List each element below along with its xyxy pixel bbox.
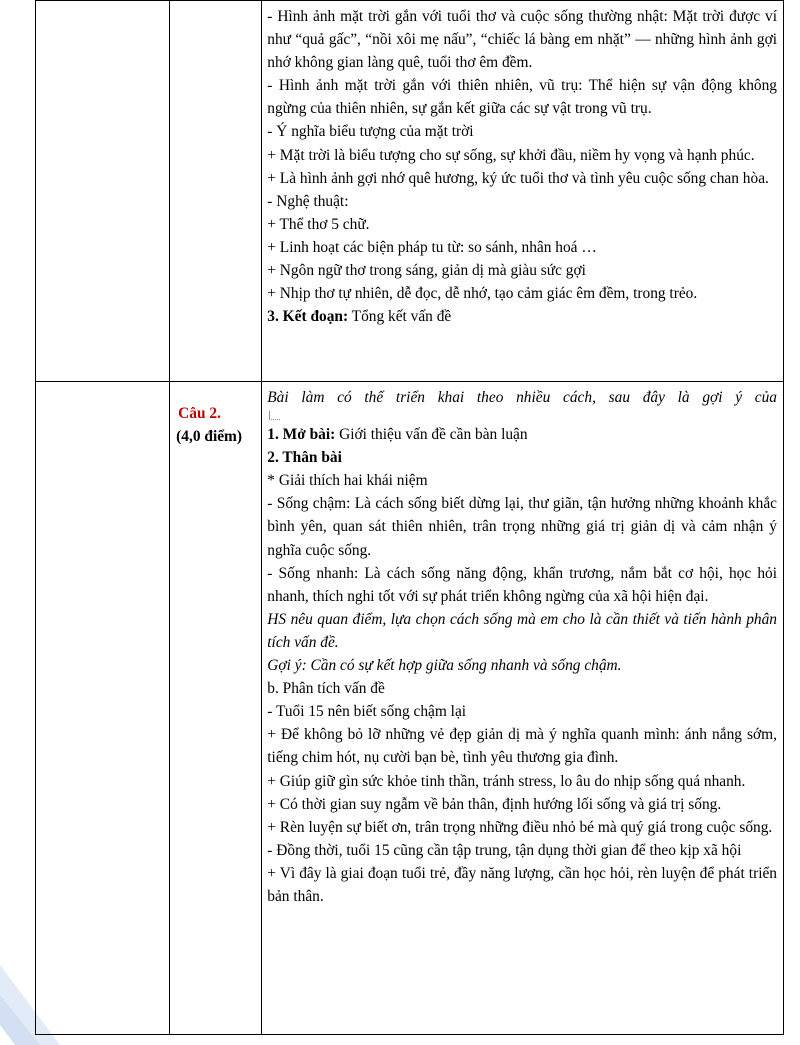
answer-line: + Mặt trời là biểu tượng cho sự sống, sự khởi đầu, niềm hy vọng và hạnh phúc.	[267, 146, 755, 164]
answer-key-table	[35, 0, 784, 1035]
conclusion-line	[267, 305, 777, 328]
question-cell	[170, 382, 262, 1035]
table-row	[36, 1, 784, 382]
student-note: HS nêu quan điểm, lựa chọn cách sống mà em cho là cần thiết và tiến hành phân tích vấn đề.	[267, 610, 777, 651]
analysis-line: + Vì đây là giai đoạn tuổi trẻ, đầy năng lượng, cần học hỏi, rèn luyện để phát triển bản thân.	[267, 864, 777, 905]
suggestion-line: Gợi ý: Cần có sự kết hợp giữa sống nhanh và sống chậm.	[267, 657, 622, 675]
answer-cell-cau2	[262, 382, 784, 1035]
answer-line: + Thể thơ 5 chữ.	[267, 215, 370, 233]
mo-bai-label: 1. Mở bài:	[267, 426, 336, 444]
intro-line: Bài làm có thể triển khai theo nhiều cách, sau đây là gợi ý của	[267, 389, 777, 406]
analysis-line: - Đồng thời, tuổi 15 cũng cần tập trung, tận dụng thời gian để theo kịp xã hội	[267, 841, 742, 859]
answer-line: + Là hình ảnh gợi nhớ quê hương, ký ức tuổi thơ và tình yêu cuộc sống chan hòa.	[267, 169, 769, 187]
than-bai-heading: 2. Thân bài	[267, 449, 342, 467]
answer-line: - Hình ảnh mặt trời gắn với tuổi thơ và cuộc sống thường nhật: Mặt trời được ví như “quả gấc”, “nồi xôi mẹ nấu”, “chiếc lá bàng em nhặt” — những hình ảnh gợi nhớ không gian làng quê, tuổi thơ êm đềm.	[267, 8, 777, 72]
mo-bai-text: Giới thiệu vấn đề cần bàn luận	[335, 426, 528, 444]
song-cham-definition: - Sống chậm: Là cách sống biết dừng lại, thư giãn, tận hưởng những khoảnh khắc bình yên, quan sát thiên nhiên, trân trọng những giá trị giản dị và cảm nhận ý nghĩa cuộc sống.	[267, 495, 777, 559]
answer-line: - Hình ảnh mặt trời gắn với thiên nhiên, vũ trụ: Thể hiện sự vận động không ngừng của thiên nhiên, sự gắn kết giữa các sự vật trong vũ trụ.	[267, 77, 777, 118]
analysis-line: - Tuổi 15 nên biết sống chậm lại	[267, 703, 467, 721]
conclusion-label: 3. Kết đoạn:	[267, 308, 349, 326]
analysis-line: + Để không bỏ lỡ những vẻ đẹp giản dị mà ý nghĩa quanh mình: ánh nắng sớm, tiếng chim hót, nụ cười bạn bè, tình yêu thương gia đình.	[267, 726, 777, 767]
analysis-line: + Rèn luyện sự biết ơn, trân trọng những điều nhỏ bé mà quý giá trong cuộc sống.	[267, 818, 773, 836]
analysis-line: b. Phân tích vấn đề	[267, 680, 385, 698]
answer-line: + Ngôn ngữ thơ trong sáng, giản dị mà giàu sức gợi	[267, 262, 586, 280]
analysis-line: + Có thời gian suy ngẫm về bản thân, định hướng lối sống và giá trị sống.	[267, 795, 722, 813]
table-row	[36, 382, 784, 1035]
mo-bai-line	[267, 423, 777, 446]
question-number: Câu 2.	[178, 405, 221, 422]
question-cell-empty	[170, 1, 262, 382]
answer-line: - Ý nghĩa biểu tượng của mặt trời	[267, 123, 474, 141]
section-cell-empty	[36, 382, 170, 1035]
answer-line: + Nhịp thơ tự nhiên, dễ đọc, dễ nhớ, tạo cảm giác êm đềm, trong trẻo.	[267, 285, 698, 303]
answer-line: + Linh hoạt các biện pháp tu từ: so sánh, nhân hoá …	[267, 238, 597, 256]
explain-heading: * Giải thích hai khái niệm	[267, 472, 428, 490]
question-points: (4,0 điểm)	[176, 428, 242, 445]
answer-cell-cau1	[262, 1, 784, 382]
song-nhanh-definition: - Sống nhanh: Là cách sống năng động, khẩn trương, nắm bắt cơ hội, học hỏi nhanh, thích nghi tốt với sự phát triển không ngừng của xã hội hiện đại.	[267, 564, 777, 605]
conclusion-text: Tổng kết vấn đề	[348, 308, 452, 326]
analysis-line: + Giúp giữ gìn sức khỏe tinh thần, tránh stress, lo âu do nhịp sống quá nhanh.	[267, 772, 746, 790]
answer-line: - Nghệ thuật:	[267, 192, 349, 210]
section-cell-empty	[36, 1, 170, 382]
cursor-mark-icon	[267, 409, 777, 423]
